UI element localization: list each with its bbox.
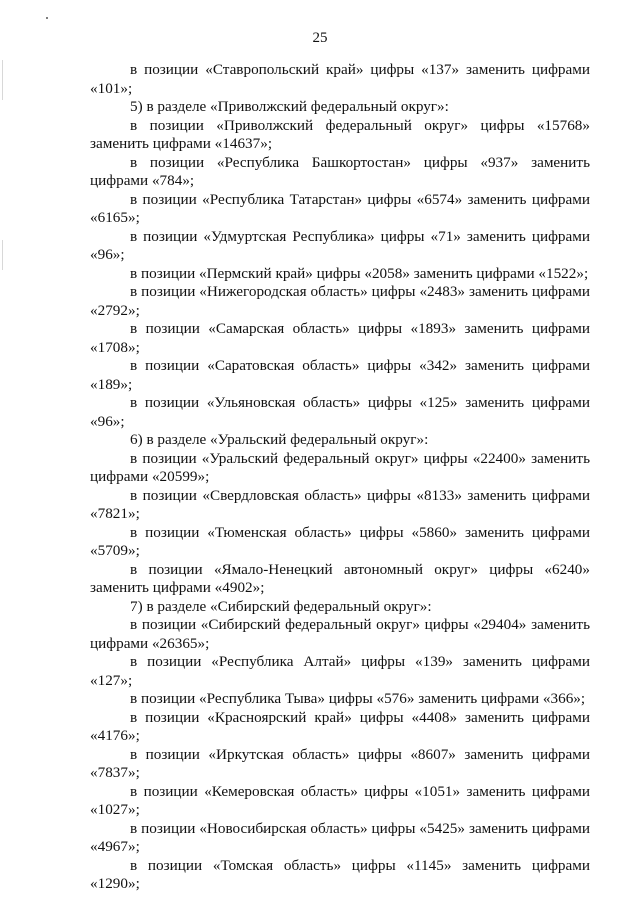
paragraph: в позиции «Свердловская область» цифры «8133» заменить цифрами «7821»;	[90, 486, 590, 522]
scan-edge-mark	[2, 240, 3, 270]
paragraph: в позиции «Пермский край» цифры «2058» заменить цифрами «1522»;	[130, 264, 589, 282]
paragraph: в позиции «Иркутская область» цифры «8607» заменить цифрами «7837»;	[90, 745, 590, 781]
scan-edge-mark	[2, 60, 3, 100]
paragraph: в позиции «Республика Башкортостан» цифры «937» заменить цифрами «784»;	[90, 153, 590, 189]
paragraph: в позиции «Приволжский федеральный округ» цифры «15768» заменить цифрами «14637»;	[90, 116, 590, 152]
paragraph: в позиции «Сибирский федеральный округ» цифры «29404» заменить цифрами «26365»;	[90, 616, 590, 652]
document-body	[90, 61, 590, 894]
section-heading: 5) в разделе «Приволжский федеральный округ»:	[130, 98, 449, 115]
paragraph: в позиции «Республика Тыва» цифры «576» заменить цифрами «366»;	[130, 690, 586, 707]
page-number: 25	[312, 30, 328, 46]
section-heading: 7) в разделе «Сибирский федеральный округ»:	[130, 597, 432, 615]
section-heading: 6) в разделе «Уральский федеральный округ»:	[130, 431, 429, 448]
paragraph: в позиции «Удмуртская Республика» цифры «71» заменить цифрами «96»;	[90, 227, 590, 263]
paragraph: в позиции «Уральский федеральный округ» цифры «22400» заменить цифрами «20599»;	[90, 449, 590, 485]
paragraph: в позиции «Томская область» цифры «1145» заменить цифрами «1290»;	[90, 856, 590, 892]
paragraph: в позиции «Самарская область» цифры «1893» заменить цифрами «1708»;	[90, 320, 590, 356]
paragraph: в позиции «Новосибирская область» цифры «5425» заменить цифрами «4967»;	[90, 819, 590, 855]
paragraph: в позиции «Нижегородская область» цифры «2483» заменить цифрами «2792»;	[90, 283, 590, 319]
paragraph: в позиции «Красноярский край» цифры «4408» заменить цифрами «4176»;	[90, 708, 590, 744]
paragraph: в позиции «Саратовская область» цифры «342» заменить цифрами «189»;	[90, 357, 590, 393]
scan-speck	[46, 17, 48, 19]
paragraph: в позиции «Ульяновская область» цифры «125» заменить цифрами «96»;	[90, 394, 590, 430]
paragraph: в позиции «Тюменская область» цифры «5860» заменить цифрами «5709»;	[90, 523, 590, 559]
paragraph: в позиции «Кемеровская область» цифры «1051» заменить цифрами «1027»;	[90, 782, 590, 818]
paragraph: в позиции «Республика Алтай» цифры «139» заменить цифрами «127»;	[90, 653, 590, 689]
paragraph: в позиции «Ямало-Ненецкий автономный округ» цифры «6240» заменить цифрами «4902»;	[90, 560, 590, 596]
paragraph: в позиции «Республика Татарстан» цифры «6574» заменить цифрами «6165»;	[90, 190, 590, 226]
paragraph: в позиции «Ставропольский край» цифры «137» заменить цифрами «101»;	[90, 61, 590, 97]
